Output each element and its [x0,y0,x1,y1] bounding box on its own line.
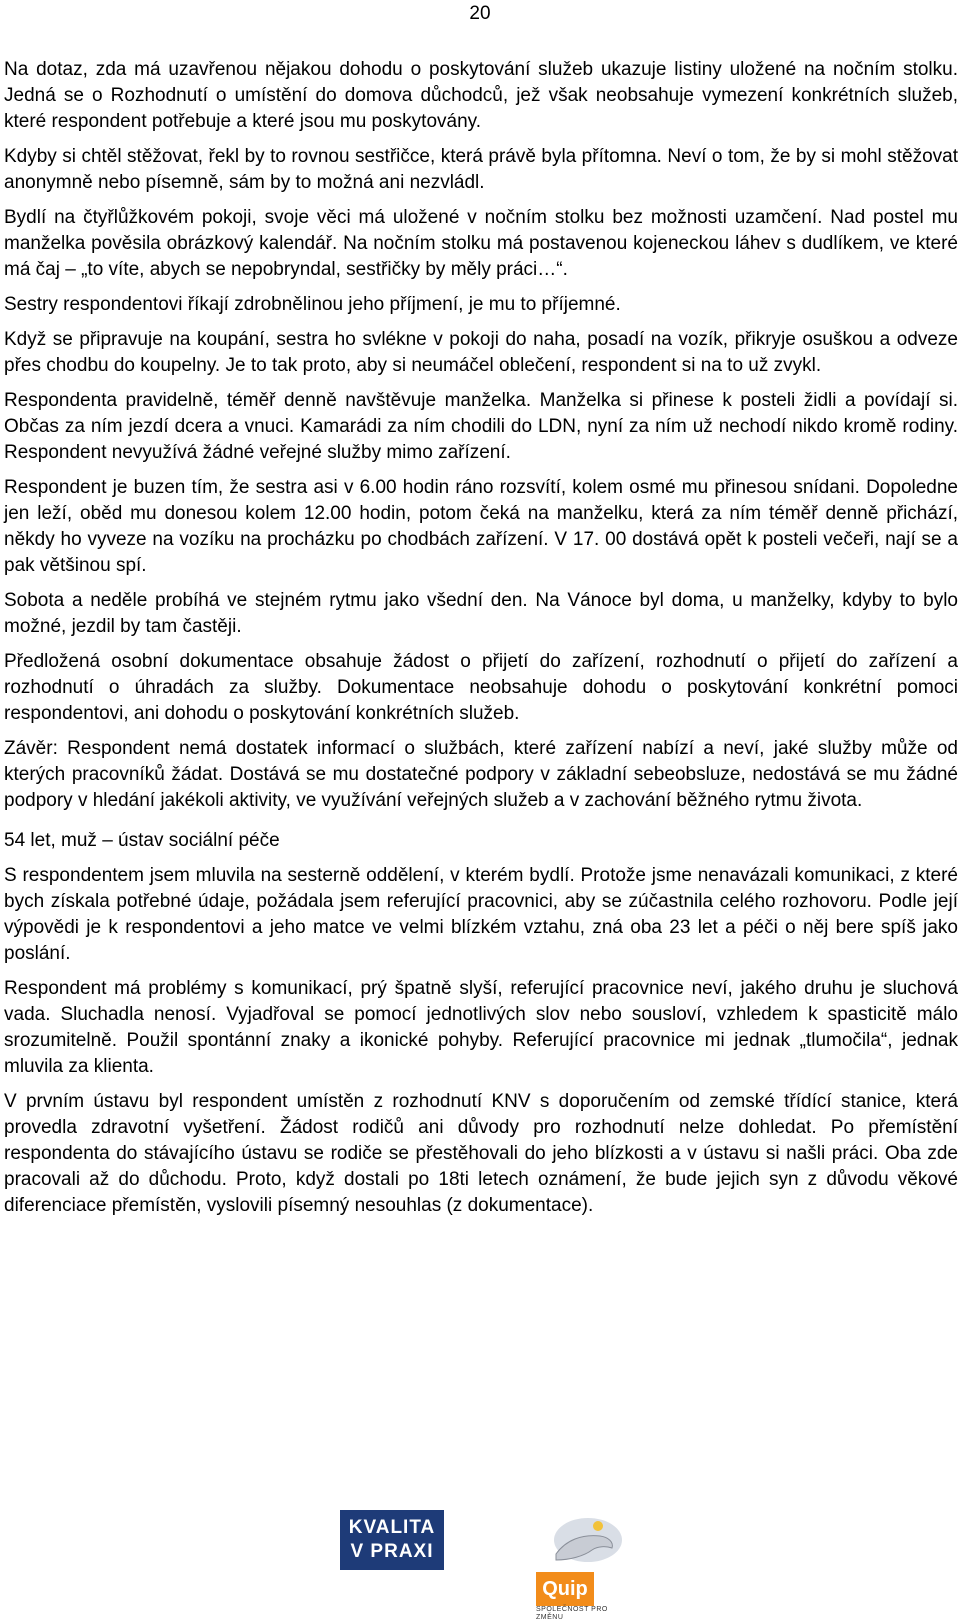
paragraph: Na dotaz, zda má uzavřenou nějakou dohodu o poskytování služeb ukazuje listiny uložené na nočním stolku. Jedná se o Rozhodnutí o umístění do domova důchodců, jež však neobsahuje vymezení konkrétních služeb, které respondent potřebuje a které jsou mu poskytovány. [4,59,958,132]
hand-icon [536,1510,636,1572]
page-number: 20 [469,3,491,24]
quip-wordmark: Quip [536,1572,594,1606]
paragraph: V prvním ústavu byl respondent umístěn z rozhodnutí KNV s doporučením od zemské třídící stanice, která provedla zdravotní vyšetření. Žádost rodičů ani důvody pro rozhodnutí nelze dohledat. Po přemístění respondenta do stávajícího ústavu se rodiče se přestěhovali do jeho blízkosti a v ústavu si našli práci. Oba zde pracovali až do důchodu. Proto, když dostali po 18ti letech oznámení, že bude jejich syn z důvodu věkové diferenciace přemístěn, vyslovili písemný nesouhlas (z dokumentace). [4,1091,958,1216]
paragraph: Respondent má problémy s komunikací, prý špatně slyší, referující pracovnice neví, jakého druhu je sluchová vada. Sluchadla nenosí. Vyjadřoval se pomocí jednotlivých slov nebo sousloví, vzhledem k spasticitě málo srozumitelně. Použil spontánní znaky a ikonické pohyby. Referující pracovnice mi jednak „tlumočila“, jednak mluvila za klienta. [4,978,958,1077]
paragraph: Předložená osobní dokumentace obsahuje žádost o přijetí do zařízení, rozhodnutí o přijetí do zařízení a rozhodnutí o úhradách za služby. Dokumentace neobsahuje dohodu o poskytování konkrétní pomoci respondentovi, ani dohodu o poskytování konkrétních služeb. [4,651,958,724]
paragraph: Sestry respondentovi říkají zdrobnělinou jeho příjmení, je mu to příjemné. [4,294,621,315]
paragraph: Kdyby si chtěl stěžovat, řekl by to rovnou sestřičce, která právě byla přítomna. Neví o tom, že by si mohl stěžovat anonymně nebo písemně, sám by to možná ani nezvládl. [4,146,958,193]
footer-logos [340,1510,640,1621]
case-heading: 54 let, muž – ústav sociální péče [4,830,280,851]
quip-tagline: SPOLEČNOST PRO ZMĚNU [536,1606,608,1621]
document-body [4,57,958,1228]
logo-text: KVALITA [348,1517,436,1538]
paragraph: Když se připravuje na koupání, sestra ho svlékne v pokoji do naha, posadí na vozík, přikryje osuškou a odveze přes chodbu do koupelny. Je to tak proto, aby si neumáčel oblečení, respondent si na to už zvykl. [4,329,958,376]
paragraph: Závěr: Respondent nemá dostatek informací o službách, které zařízení nabízí a neví, jaké služby může od kterých pracovníků žádat. Dostává se mu dostatečné podpory v základní sebeobsluze, nedostává se mu žádné podpory v hledání jakékoli aktivity, ve využívání veřejných služeb a v zachování běžného rytmu života. [4,738,958,811]
paragraph: Respondent je buzen tím, že sestra asi v 6.00 hodin ráno rozsvítí, kolem osmé mu přinesou snídani. Dopoledne jen leží, oběd mu donesou kolem 12.00 hodin, potom čeká na manželku, která za ním téměř denně přichází, někdy ho vyveze na vozíku na procházku po chodbách zařízení. V 17. 00 dostává opět k posteli večeři, nají se a pak většinou spí. [4,477,958,576]
quip-logo [536,1510,636,1621]
paragraph: Respondenta pravidelně, téměř denně navštěvuje manželka. Manželka si přinese k posteli židli a povídají si. Občas za ním jezdí dcera a vnuci. Kamarádi za ním chodili do LDN, nyní za ním už nechodí nikdo kromě rodiny. Respondent nevyužívá žádné veřejné služby mimo zařízení. [4,390,958,463]
logo-text: V PRAXI [350,1541,434,1562]
kvalita-v-praxi-logo [340,1510,444,1570]
paragraph: S respondentem jsem mluvila na sesterně oddělení, v kterém bydlí. Protože jsme nenavázali komunikaci, z které bych získala potřebné údaje, požádala jsem referující pracovnici, aby se zúčastnila celého rozhovoru. Podle její výpovědi je k respondentovi a jeho matce ve velmi blízkém vztahu, zná oba 23 let a péči o něj bere spíš jako poslání. [4,865,958,964]
paragraph: Sobota a neděle probíhá ve stejném rytmu jako všední den. Na Vánoce byl doma, u manželky, kdyby to bylo možné, jezdil by tam častěji. [4,590,958,637]
paragraph: Bydlí na čtyřlůžkovém pokoji, svoje věci má uložené v nočním stolku bez možnosti uzamčení. Nad postel mu manželka pověsila obrázkový kalendář. Na nočním stolku má postavenou kojeneckou láhev s dudlíkem, ve které má čaj – „to víte, abych se nepobryndal, sestřičky by měly práci…“. [4,207,958,280]
